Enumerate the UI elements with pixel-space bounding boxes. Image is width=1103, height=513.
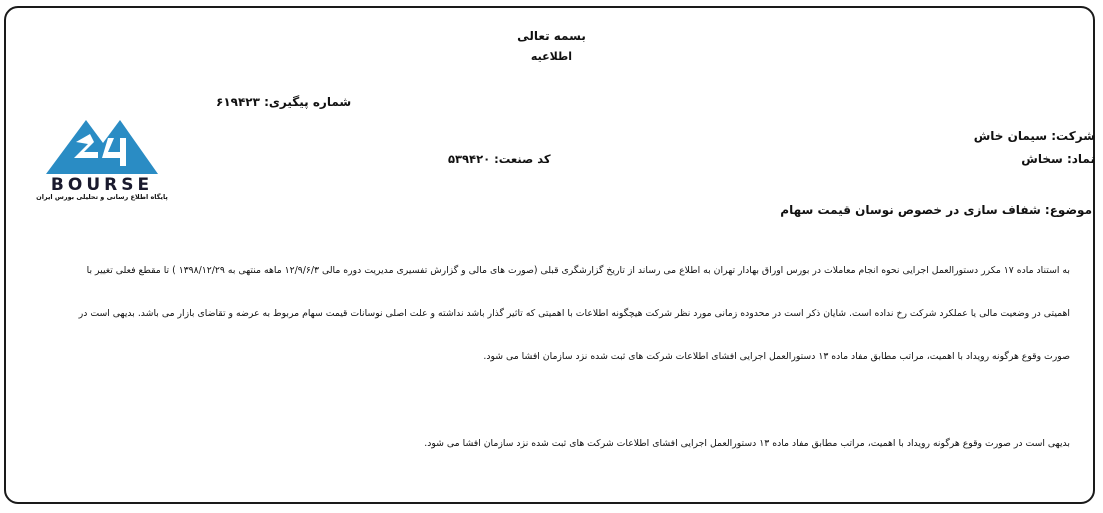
announcement-frame (4, 6, 1095, 504)
header-title: بسمه تعالی (517, 29, 586, 43)
logo-caption: پایگاه اطلاع رسانی و تحلیلی بورس ایران (36, 193, 168, 201)
logo-wordmark: BOURSE (50, 175, 154, 195)
tracking-number: شماره پیگیری: ۶۱۹۴۲۳ (216, 95, 352, 109)
announcement-subject: موضوع: شفاف سازی در خصوص نوسان قیمت سهام (780, 203, 1092, 217)
company-name: شرکت: سیمان خاش (973, 129, 1095, 143)
body-paragraph-1-line-1: به استناد ماده ۱۷ مکرر دستورالعمل اجرایی نحوه انجام معاملات در بورس اوراق بهادار تهران به اطلاع می رساند از تاریخ گزارشگری قبلی (صورت های مالی و گزارش تفسیری مدیریت دوره مالی ۱۲/۹/۶/۳ ماهه منتهی به ۱۳۹۸/۱۲/۲۹ ) تا مقطع فعلی تغییر با (86, 265, 1070, 276)
header-subtitle: اطلاعیه (530, 50, 573, 63)
body-paragraph-1-line-2: اهمیتی در وضعیت مالی یا عملکرد شرکت رخ نداده است. شایان ذکر است در محدوده زمانی مورد نظر شرکت هیچگونه اطلاعات با اهمیتی که تاثیر گذار باشد نداشته و علت اصلی نوسانات قیمت سهام مربوط به عرضه و تقاضای بازار می باشد. بدیهی است در (78, 308, 1070, 319)
industry-code: کد صنعت: ۵۳۹۴۲۰ (448, 152, 551, 166)
stock-symbol: نماد: سخاش (1021, 152, 1095, 166)
body-paragraph-2: بدیهی است در صورت وقوع هرگونه رویداد با اهمیت، مراتب مطابق مفاد ماده ۱۳ دستورالعمل اجرایی افشای اطلاعات شرکت های ثبت شده نزد سازمان افشا می شود. (424, 438, 1070, 449)
body-paragraph-1-line-3: صورت وقوع هرگونه رویداد با اهمیت، مراتب مطابق مفاد ماده ۱۳ دستورالعمل اجرایی افشای اطلاعات شرکت های ثبت شده نزد سازمان افشا می شود. (483, 351, 1070, 362)
